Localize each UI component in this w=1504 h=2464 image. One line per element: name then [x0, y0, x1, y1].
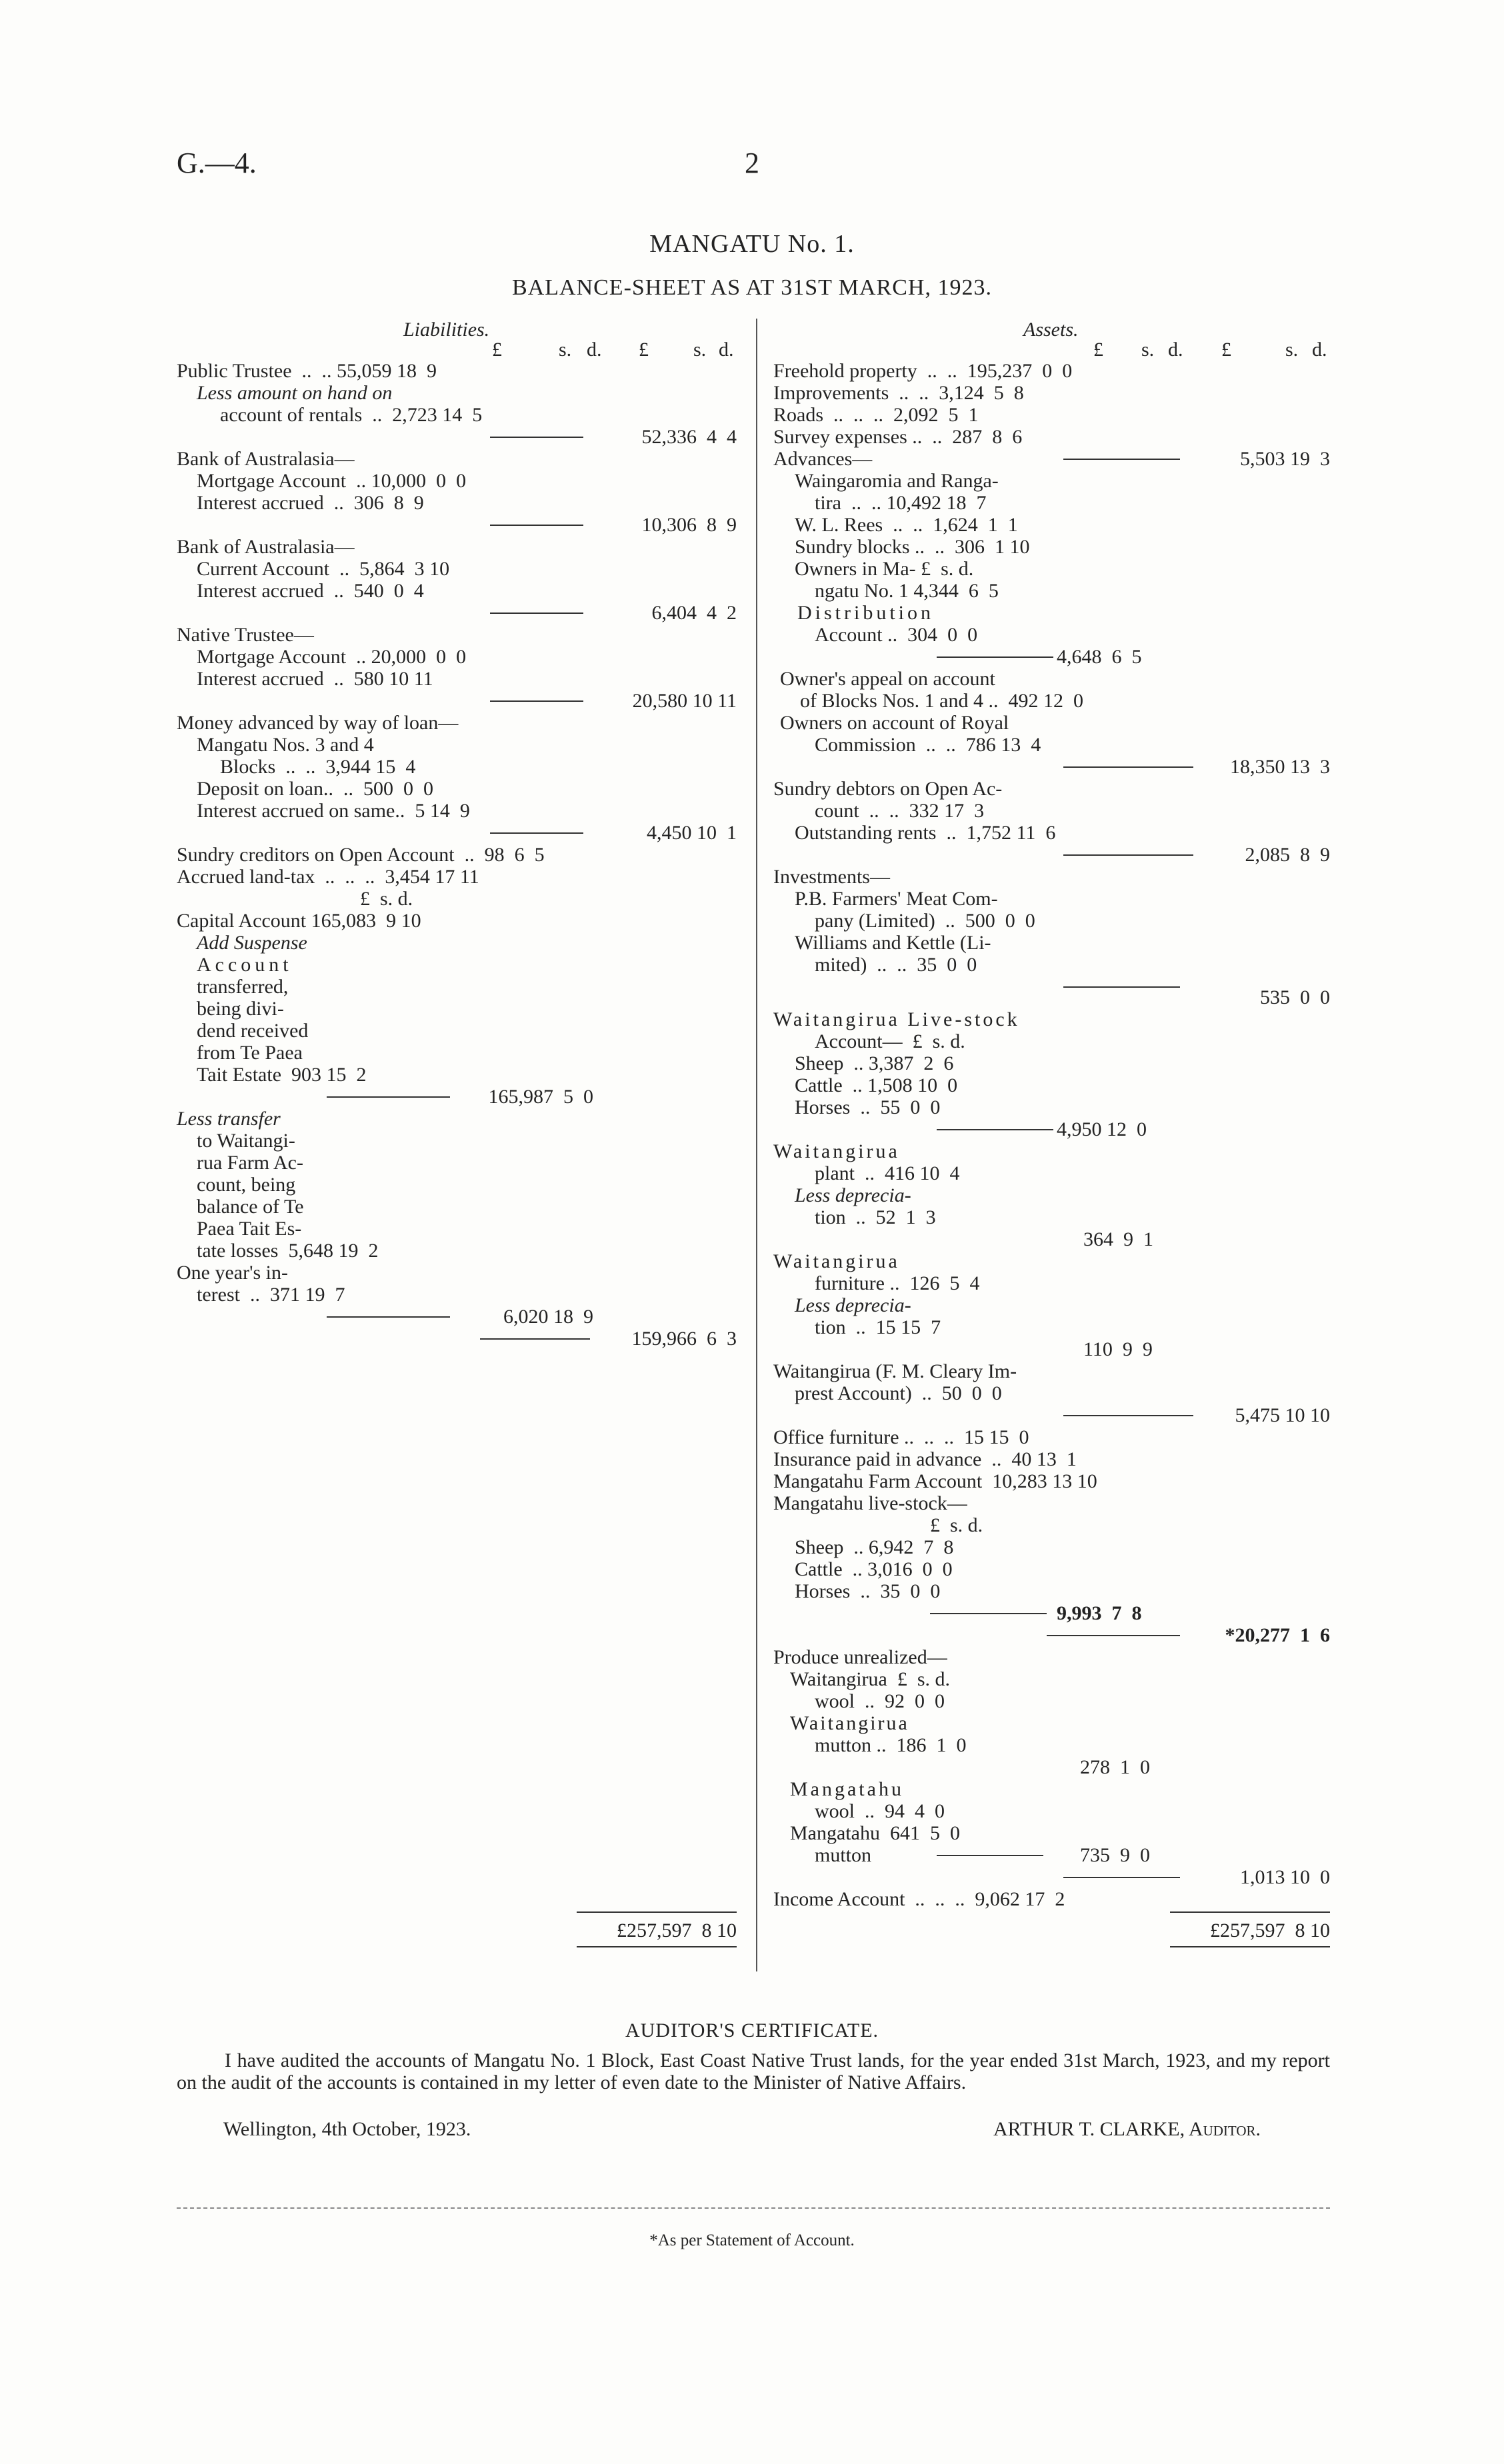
- ledger-line: count, being: [197, 1174, 296, 1196]
- ledger-line: Outstanding rents .. 1,752 11 6: [795, 822, 1056, 844]
- ledger-line: Mangatahu live-stock—: [773, 1492, 967, 1514]
- document-subtitle: BALANCE-SHEET AS AT 31ST MARCH, 1923.: [512, 275, 992, 300]
- subtotal-amount: 6,020 18 9: [503, 1306, 593, 1328]
- subtotal-amount: 10,306 8 9: [641, 514, 737, 536]
- ledger-line: Office furniture .. .. .. 15 15 0: [773, 1426, 1029, 1448]
- ledger-line: Mortgage Account .. 10,000 0 0: [197, 470, 467, 492]
- ledger-line: Bank of Australasia—: [177, 448, 355, 470]
- ledger-line: Williams and Kettle (Li-: [795, 932, 991, 954]
- ledger-line: W. L. Rees .. .. 1,624 1 1: [795, 514, 1018, 536]
- liabilities-heading: Liabilities.: [403, 319, 490, 341]
- sum-rule: [1063, 459, 1180, 460]
- total-rule-top: [577, 1911, 737, 1913]
- assets-total: £257,597 8 10: [1210, 1919, 1330, 1941]
- ledger-line: mutton: [815, 1844, 872, 1866]
- sum-rule: [930, 1613, 1047, 1614]
- ledger-line: Cattle .. 1,508 10 0: [795, 1074, 958, 1096]
- auditor-place-date: Wellington, 4th October, 1923.: [223, 2118, 471, 2140]
- ledger-line: Distribution: [797, 602, 935, 624]
- footnote: *As per Statement of Account.: [649, 2231, 855, 2249]
- footnote-divider: [177, 2207, 1330, 2209]
- ledger-line: Account: [197, 954, 293, 976]
- ledger-line: Advances—: [773, 448, 873, 470]
- ledger-line: transferred,: [197, 976, 289, 998]
- subtotal-amount: 5,503 19 3: [1240, 448, 1330, 470]
- ledger-line: Interest accrued on same.. 5 14 9: [197, 800, 470, 822]
- ledger-line: Account .. 304 0 0: [815, 624, 978, 646]
- ledger-line: Sheep .. 6,942 7 8: [795, 1536, 954, 1558]
- assets-col-head: s.: [1285, 339, 1299, 361]
- assets-col-head: £: [1221, 339, 1231, 361]
- ledger-line: prest Account) .. 50 0 0: [795, 1382, 1002, 1404]
- auditor-certificate-text: I have audited the accounts of Mangatu No. 1 Block, East Coast Native Trust lands, for the year ended 31st March, 1923, and my report on the audit of the accounts is contained in my letter of even date to the Minister of Native Affairs.: [177, 2049, 1330, 2093]
- ledger-line: Mangatu Nos. 3 and 4: [197, 734, 374, 756]
- sum-rule: [937, 1129, 1053, 1130]
- ledger-line: Investments—: [773, 866, 890, 888]
- col-heads-inline: £ s. d.: [360, 888, 413, 910]
- ledger-line: Horses .. 55 0 0: [795, 1096, 941, 1118]
- assets-heading: Assets.: [1023, 319, 1079, 341]
- ledger-line: wool .. 92 0 0: [815, 1690, 945, 1712]
- liab-col-head: s.: [559, 339, 572, 361]
- assets-col-head: d.: [1312, 339, 1327, 361]
- liab-col-head: £: [639, 339, 649, 361]
- ledger-line: Interest accrued .. 540 0 4: [197, 580, 424, 602]
- ledger-line: tion .. 52 1 3: [815, 1206, 936, 1228]
- ledger-line: One year's in-: [177, 1262, 289, 1284]
- subtotal-amount: 2,085 8 9: [1245, 844, 1330, 866]
- ledger-line: Less amount on hand on: [197, 382, 393, 404]
- ledger-line: tion .. 15 15 7: [815, 1316, 941, 1338]
- ledger-line: Owner's appeal on account: [780, 668, 995, 690]
- ledger-line: Freehold property .. .. 195,237 0 0: [773, 360, 1073, 382]
- ledger-line: P.B. Farmers' Meat Com-: [795, 888, 998, 910]
- auditor-signature: ARTHUR T. CLARKE, Auditor.: [993, 2118, 1261, 2140]
- ledger-line: Less deprecia-: [795, 1184, 911, 1206]
- ledger-line: Less transfer: [177, 1108, 281, 1130]
- ledger-line: account of rentals .. 2,723 14 5: [220, 404, 483, 426]
- ledger-line: Sundry debtors on Open Ac-: [773, 778, 1003, 800]
- subtotal-amount: 1,013 10 0: [1240, 1866, 1330, 1888]
- ledger-line: plant .. 416 10 4: [815, 1162, 960, 1184]
- ledger-line: Current Account .. 5,864 3 10: [197, 558, 450, 580]
- ledger-line: tira .. .. 10,492 18 7: [815, 492, 987, 514]
- sum-rule: [490, 613, 583, 614]
- subtotal-amount: 165,987 5 0: [488, 1086, 593, 1108]
- ledger-line: wool .. 94 4 0: [815, 1800, 945, 1822]
- ledger-line: count .. .. 332 17 3: [815, 800, 985, 822]
- ledger-line: mutton .. 186 1 0: [815, 1734, 967, 1756]
- subtotal-amount: 4,950 12 0: [1057, 1118, 1147, 1140]
- ledger-line: Bank of Australasia—: [177, 536, 355, 558]
- ledger-line: Mangatahu: [790, 1778, 904, 1800]
- ledger-line: mited) .. .. 35 0 0: [815, 954, 977, 976]
- ledger-line: Account— £ s. d.: [815, 1030, 965, 1052]
- subtotal-amount: 4,450 10 1: [647, 822, 737, 844]
- ledger-line: Public Trustee .. .. 55,059 18 9: [177, 360, 437, 382]
- ledger-line: rua Farm Ac-: [197, 1152, 303, 1174]
- ledger-line: Paea Tait Es-: [197, 1218, 302, 1240]
- total-rule-bottom: [1170, 1946, 1330, 1947]
- sum-rule: [937, 656, 1053, 658]
- subtotal-amount: 364 9 1: [1083, 1228, 1153, 1250]
- sum-rule: [1063, 986, 1180, 988]
- subtotal-amount: *20,277 1 6: [1225, 1624, 1330, 1646]
- sum-rule: [490, 700, 583, 702]
- subtotal-amount: 52,336 4 4: [641, 426, 737, 448]
- assets-col-head: s.: [1141, 339, 1155, 361]
- ledger-line: Survey expenses .. .. 287 8 6: [773, 426, 1023, 448]
- sum-rule: [490, 525, 583, 526]
- column-divider: [756, 319, 757, 1971]
- ledger-line: Native Trustee—: [177, 624, 314, 646]
- document-reference: G.—4.: [177, 147, 257, 179]
- subtotal-amount: 159,966 6 3: [631, 1328, 737, 1350]
- ledger-line: tate losses 5,648 19 2: [197, 1240, 379, 1262]
- ledger-line: Waitangirua: [790, 1712, 909, 1734]
- subtotal-amount: 6,404 4 2: [651, 602, 737, 624]
- ledger-line: to Waitangi-: [197, 1130, 295, 1152]
- ledger-line: Mangatahu Farm Account 10,283 13 10: [773, 1470, 1097, 1492]
- ledger-line: pany (Limited) .. 500 0 0: [815, 910, 1035, 932]
- ledger-line: Waitangirua Live-stock: [773, 1008, 1020, 1030]
- ledger-line: Waitangirua (F. M. Cleary Im-: [773, 1360, 1017, 1382]
- ledger-line: Mortgage Account .. 20,000 0 0: [197, 646, 467, 668]
- ledger-line: Waingaromia and Ranga-: [795, 470, 999, 492]
- ledger-line: Produce unrealized—: [773, 1646, 947, 1668]
- ledger-line: balance of Te: [197, 1196, 304, 1218]
- total-rule-top: [1170, 1911, 1330, 1913]
- ledger-line: Sundry blocks .. .. 306 1 10: [795, 536, 1030, 558]
- ledger-line: dend received: [197, 1020, 309, 1042]
- subtotal-amount: 5,475 10 10: [1235, 1404, 1330, 1426]
- ledger-line: from Te Paea: [197, 1042, 303, 1064]
- ledger-line: Improvements .. .. 3,124 5 8: [773, 382, 1024, 404]
- ledger-line: Insurance paid in advance .. 40 13 1: [773, 1448, 1077, 1470]
- document-title: MANGATU No. 1.: [649, 230, 855, 258]
- ledger-line: Waitangirua: [773, 1140, 900, 1162]
- sum-rule: [490, 832, 583, 834]
- assets-col-head: d.: [1168, 339, 1183, 361]
- sum-rule: [1047, 1635, 1180, 1636]
- subtotal-amount: 278 1 0: [1080, 1756, 1150, 1778]
- page-number: 2: [745, 147, 759, 179]
- total-rule-bottom: [577, 1946, 737, 1947]
- ledger-line: Tait Estate 903 15 2: [197, 1064, 367, 1086]
- ledger-line: Blocks .. .. 3,944 15 4: [220, 756, 416, 778]
- ledger-line: Owners in Ma- £ s. d.: [795, 558, 974, 580]
- subtotal-amount: 735 9 0: [1080, 1844, 1150, 1866]
- liab-col-head: s.: [693, 339, 707, 361]
- ledger-line: Waitangirua £ s. d.: [790, 1668, 951, 1690]
- ledger-line: Capital Account 165,083 9 10: [177, 910, 421, 932]
- liab-col-head: £: [492, 339, 502, 361]
- ledger-line: Income Account .. .. .. 9,062 17 2: [773, 1888, 1065, 1910]
- sum-rule: [937, 1855, 1043, 1856]
- ledger-line: being divi-: [197, 998, 284, 1020]
- ledger-line: Deposit on loan.. .. 500 0 0: [197, 778, 433, 800]
- ledger-line: Interest accrued .. 580 10 11: [197, 668, 433, 690]
- ledger-line: Sheep .. 3,387 2 6: [795, 1052, 954, 1074]
- ledger-line: Commission .. .. 786 13 4: [815, 734, 1041, 756]
- ledger-line: Owners on account of Royal: [780, 712, 1009, 734]
- subtotal-amount: 4,648 6 5: [1057, 646, 1142, 668]
- subtotal-amount: 20,580 10 11: [632, 690, 737, 712]
- ledger-line: Roads .. .. .. 2,092 5 1: [773, 404, 979, 426]
- sum-rule: [1063, 1877, 1180, 1878]
- liab-col-head: d.: [587, 339, 602, 361]
- ledger-line: Sundry creditors on Open Account .. 98 6 5: [177, 844, 545, 866]
- subtotal-amount: 18,350 13 3: [1230, 756, 1330, 778]
- ledger-line: Add Suspense: [197, 932, 307, 954]
- subtotal-amount: 9,993 7 8: [1057, 1602, 1142, 1624]
- subtotal-amount: 110 9 9: [1083, 1338, 1153, 1360]
- subtotal-amount: 535 0 0: [1260, 986, 1330, 1008]
- liabilities-total: £257,597 8 10: [617, 1919, 737, 1941]
- ledger-line: terest .. 371 19 7: [197, 1284, 345, 1306]
- ledger-line: Interest accrued .. 306 8 9: [197, 492, 424, 514]
- ledger-line: Horses .. 35 0 0: [795, 1580, 941, 1602]
- assets-col-head: £: [1093, 339, 1103, 361]
- ledger-line: Less deprecia-: [795, 1294, 911, 1316]
- liab-col-head: d.: [719, 339, 734, 361]
- ledger-line: of Blocks Nos. 1 and 4 .. 492 12 0: [800, 690, 1083, 712]
- sum-rule: [490, 437, 583, 438]
- ledger-line: ngatu No. 1 4,344 6 5: [815, 580, 999, 602]
- ledger-line: Waitangirua: [773, 1250, 900, 1272]
- ledger-line: Cattle .. 3,016 0 0: [795, 1558, 953, 1580]
- ledger-line: Accrued land-tax .. .. .. 3,454 17 11: [177, 866, 479, 888]
- ledger-line: Money advanced by way of loan—: [177, 712, 459, 734]
- ledger-line: furniture .. 126 5 4: [815, 1272, 980, 1294]
- auditor-certificate-heading: AUDITOR'S CERTIFICATE.: [625, 2019, 879, 2041]
- col-heads-inline: £ s. d.: [930, 1514, 983, 1536]
- ledger-line: Mangatahu 641 5 0: [790, 1822, 960, 1844]
